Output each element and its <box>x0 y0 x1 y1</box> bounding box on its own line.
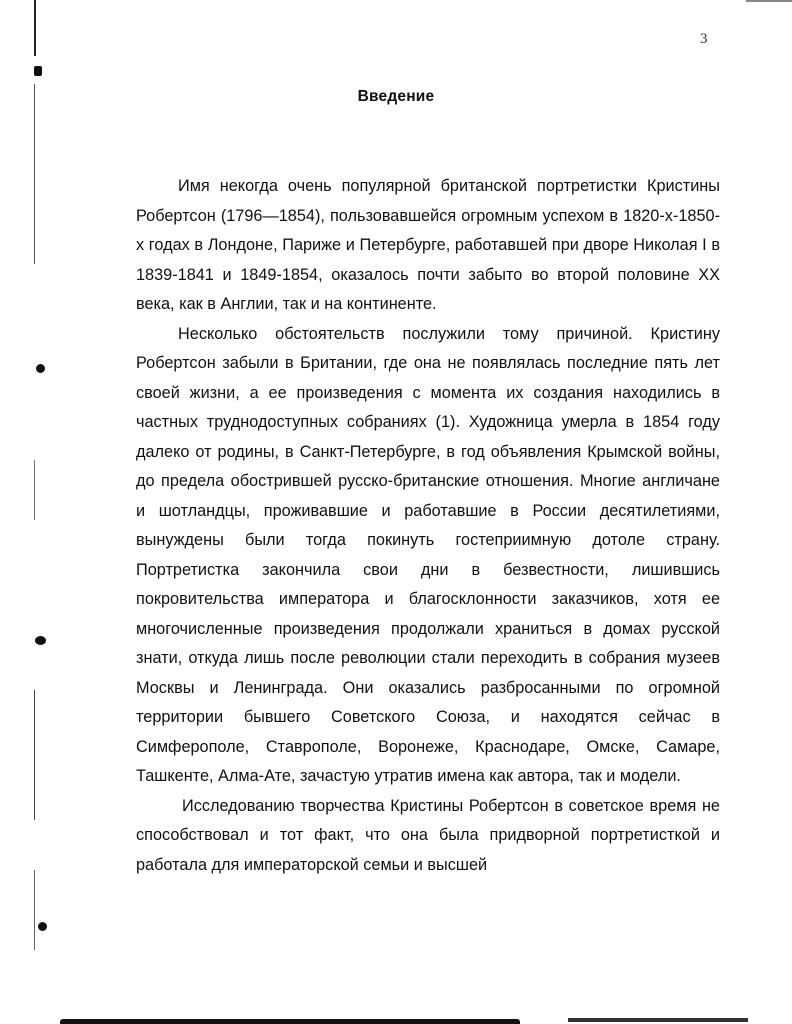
paragraph: Несколько обстоятельств послужили тому причиной. Кристину Робертсон забыли в Британии, где она не появлялась последние пять лет своей жизни, а ее произведения с момента их создания находились в частных труднодоступных собраниях (1). Художница умерла в 1854 году далеко от родины, в Санкт-Петербурге, в год объявления Крымской войны, до предела обострившей русско-британские отношения. Многие англичане и шотландцы, проживавшие и работавшие в России десятилетиями, вынуждены были тогда покинуть гостеприимную дотоле страну. Портретистка закончила свои дни в безвестности, лишившись покровительства императора и благосклонности заказчиков, хотя ее многочисленные произведения продолжали храниться в домах русской знати, откуда лишь после революции стали переходить в собрания музеев Москвы и Ленинграда. Они оказались разбросанными по огромной территории бывшего Советского Союза, и находятся сейчас в Симферополе, Ставрополе, Воронеже, Краснодаре, Омске, Самаре, Ташкенте, Алма-Ате, зачастую утратив имена как автора, так и модели. <box>136 324 720 785</box>
section-heading: Введение <box>357 88 435 105</box>
paragraph: Исследованию творчества Кристины Робертсон в советское время не способствовал и тот факт, что она была придворной портретисткой и работала для императорской семьи и высшей <box>136 796 720 874</box>
scan-margin-line <box>34 870 35 950</box>
scan-margin-line <box>34 0 36 56</box>
binder-hole-mark <box>35 636 46 645</box>
scan-margin-line <box>34 460 35 520</box>
scan-margin-line <box>34 690 35 820</box>
binder-hole-mark <box>38 922 47 931</box>
page-number: 3 <box>700 31 708 47</box>
body-text <box>136 172 720 880</box>
binder-hole-mark <box>34 66 42 76</box>
binder-hole-mark <box>36 364 45 373</box>
scan-bottom-edge <box>568 1018 748 1022</box>
scan-bottom-edge <box>60 1019 520 1024</box>
scan-margin-line <box>34 84 35 264</box>
paragraph: Имя некогда очень популярной британской портретистки Кристины Робертсон (1796—1854), пользовавшейся огромным успехом в 1820-х-1850-х годах в Лондоне, Париже и Петербурге, работавшей при дворе Николая I в 1839-1841 и 1849-1854, оказалось почти забыто во второй половине XX века, как в Англии, так и на континенте. <box>136 177 720 313</box>
scan-edge-mark <box>746 0 792 2</box>
